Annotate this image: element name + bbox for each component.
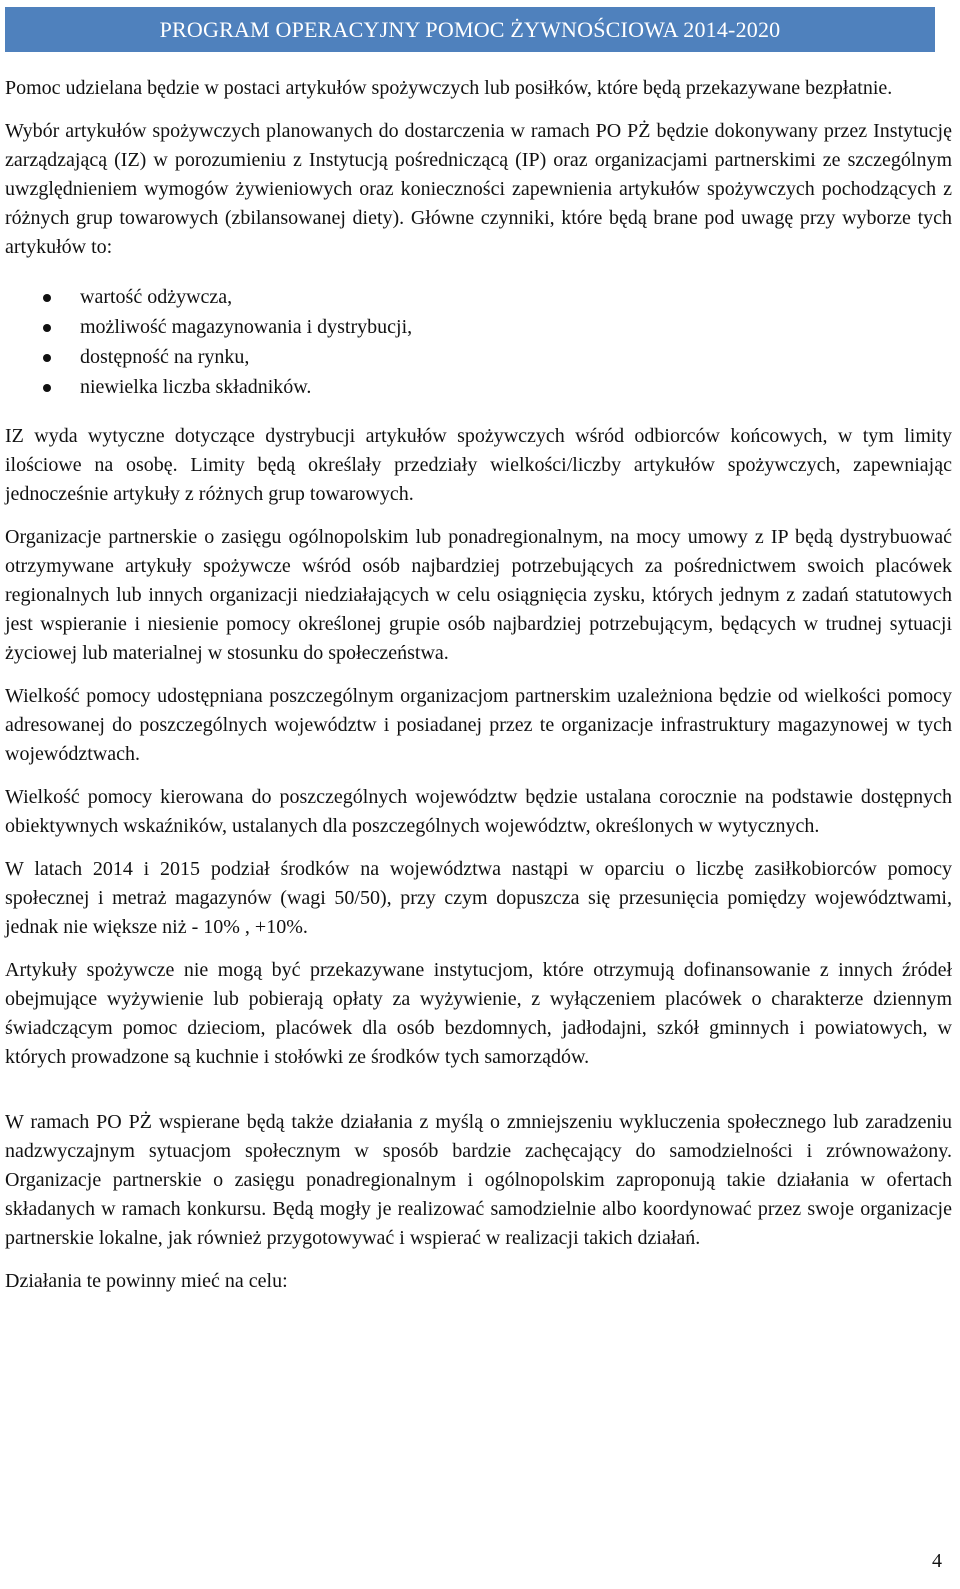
header-title: PROGRAM OPERACYJNY POMOC ŻYWNOŚCIOWA 2014-2020 (159, 16, 781, 42)
page-number: 4 (932, 1550, 942, 1572)
list-item (5, 282, 952, 312)
paragraph-7: W latach 2014 i 2015 podział środków na województwa nastąpi w oparciu o liczbę zasiłkobiorców pomocy społecznej i metraż magazynów (wagi 50/50), przy czym dopuszcza się przesunięcia pomiędzy województwami, jednak nie większe niż - 10% , +10%. (5, 858, 952, 938)
list-item-text: niewielka liczba składników. (80, 376, 312, 398)
paragraph-2: Wybór artykułów spożywczych planowanych do dostarczenia w ramach PO PŻ będzie dokonywany przez Instytucję zarządzającą (IZ) w porozumieniu z Instytucją pośredniczącą (IP) oraz organizacjami partnerskimi ze szczególnym uwzględnieniem wymogów żywieniowych oraz konieczności zapewnienia artykułów spożywczych pochodzących z różnych grup towarowych (zbilansowanej diety). Główne czynniki, które będą brane pod uwagę przy wyborze tych artykułów to: (5, 120, 952, 258)
list-item (5, 312, 952, 342)
list-item-text: dostępność na rynku, (80, 346, 250, 368)
bullet-icon (43, 354, 51, 362)
list-item-text: możliwość magazynowania i dystrybucji, (80, 316, 413, 338)
paragraph-1: Pomoc udzielana będzie w postaci artykułów spożywczych lub posiłków, które będą przekazywane bezpłatnie. (5, 77, 893, 99)
paragraph-9: W ramach PO PŻ wspierane będą także działania z myślą o zmniejszeniu wykluczenia społecznego lub zaradzeniu nadzwyczajnym sytuacjom społecznym w sposób bardzie zachęcający do samodzielności i zrównoważony. Organizacje partnerskie o zasięgu ponadregionalnym i ogólnopolskim zaproponują takie działania w ofertach składanych w ramach konkursu. Będą mogły je realizować samodzielnie albo koordynować przez swoje organizacje partnerskie lokalne, jak również przygotowywać i wspierać w realizacji takich działań. (5, 1111, 952, 1249)
bullet-icon (43, 324, 51, 332)
paragraph-4: Organizacje partnerskie o zasięgu ogólnopolskim lub ponadregionalnym, na mocy umowy z IP będą dystrybuować otrzymywane artykuły spożywcze wśród osób najbardziej potrzebujących za pośrednictwem swoich placówek regionalnych lub innych organizacji niedziałających w celu osiągnięcia zysku, których jednym z zadań statutowych jest wspieranie i niesienie pomocy określonej grupie osób najbardziej potrzebującym, będących w trudnej sytuacji życiowej lub materialnej w stosunku do społeczeństwa. (5, 526, 952, 664)
paragraph-6: Wielkość pomocy kierowana do poszczególnych województw będzie ustalana corocznie na podstawie dostępnych obiektywnych wskaźników, ustalanych dla poszczególnych województw, określonych w wytycznych. (5, 786, 952, 837)
paragraph-5: Wielkość pomocy udostępniana poszczególnym organizacjom partnerskim uzależniona będzie od wielkości pomocy adresowanej do poszczególnych województw i posiadanej przez te organizacje infrastruktury magazynowej w tych województwach. (5, 685, 952, 765)
bullet-icon (43, 384, 51, 392)
bullet-icon (43, 294, 51, 302)
document-header (5, 7, 935, 52)
document-body (5, 74, 952, 1310)
paragraph-10: Działania te powinny mieć na celu: (5, 1270, 288, 1292)
criteria-list (5, 282, 952, 402)
list-item-text: wartość odżywcza, (80, 286, 233, 308)
paragraph-8: Artykuły spożywcze nie mogą być przekazywane instytucjom, które otrzymują dofinansowanie z innych źródeł obejmujące wyżywienie lub pobierają opłaty za wyżywienie, z wyłączeniem placówek o charakterze dziennym świadczącym pomoc dzieciom, placówek dla osób bezdomnych, jadłodajni, szkół gminnych i powiatowych, w których prowadzone są kuchnie i stołówki ze środków tych samorządów. (5, 959, 952, 1068)
paragraph-spacer (5, 1086, 952, 1108)
list-item (5, 342, 952, 372)
list-item (5, 372, 952, 402)
paragraph-3: IZ wyda wytyczne dotyczące dystrybucji artykułów spożywczych wśród odbiorców końcowych, w tym limity ilościowe na osobę. Limity będą określały przedziały wielkości/liczby artykułów spożywczych, zapewniając jednocześnie artykuły z różnych grup towarowych. (5, 425, 952, 505)
